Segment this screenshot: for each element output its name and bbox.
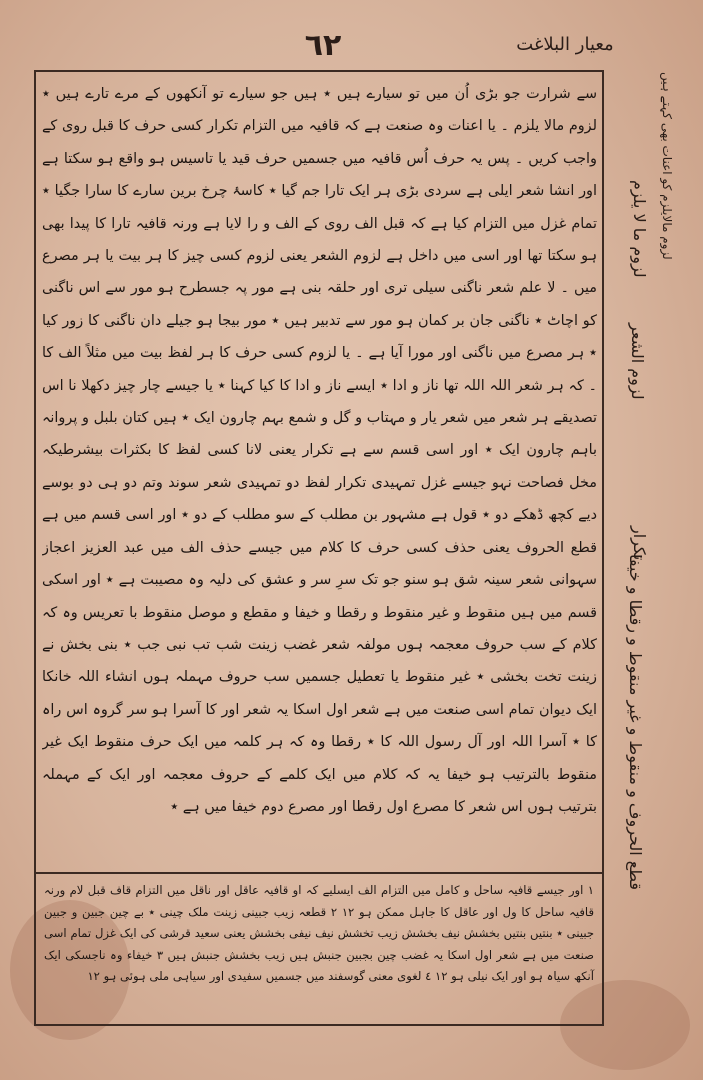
margin-note-lazum: لزوم ما لا یلزم xyxy=(630,180,649,278)
footnotes: ١ اور جیسے قافیہ ساحل و کامل میں التزام الف ایسلیے کہ او قافیہ عاقل اور ناقل میں التزام قاف قبل لام ورنہ قافیہ ساحل کا ول اور عاقل کا جاہل ممکن ہو ١٢ ٢ قطعہ زیب جبینی زینت ملک چینی ٭ بے چین جبین و جبین جبینی ٭ بنتیں بنتیں بخشش نیف بخشش زیب تخشش نیف نیفی بخشش یعنی سعید قرشی کی ایک غزل تمام اسی صنعت میں ہے شعر اول اسکا یہ غضب چین بجبین جنبش ہیں زیب بخشش جنبش ہیں ٣ خیفاء وہ ناجسکی ایک آنکھ سیاہ ہو اور ایک نیلی ہو ١٢ ٤ لغوی معنی گوسفند میں جسمیں سفیدی اور سیاہی ملی ہوئی ہو ١٢ xyxy=(34,874,604,1026)
margin-note-lazum-shir: لزوم الشعر xyxy=(628,323,647,400)
page-header xyxy=(0,28,703,68)
margin-note-takrar: تکرار xyxy=(630,525,649,560)
main-text: سے شرارت جو بڑی اُن میں تو سیارے ہیں ٭ ہیں جو سیارے تو آنکھوں کے مرے تارے ہیں ٭ لزوم مالا یلزم ۔ یا اعنات وہ صنعت ہے کہ قافیہ میں التزام تکرار کسی حرف کا قبل روی کے واجب کریں ۔ پس یہ حرف اُس قافیہ میں جسمیں حرف قید یا تاسیس ہو واقع ہو سکتا ہے اور انشا شعر ایلی ہے سردی بڑی ہر ایک تارا جم گیا ٭ کاسۂ چرخ برین سارے کا سارا جگیا ٭ تمام غزل میں التزام کیا ہے کہ قبل الف روی کے الف و را لایا ہے ورنہ قافیہ تارا کا پیدا بھی ہو سکتا تھا اور اسی میں داخل ہے لزوم الشعر یعنی لزوم کسی چیز کا ہر بیت یا ہر مصرع میں ۔ لا علم شعر ناگنی سیلی تری اور حلقہ بنی ہے مور پہ جسطرح ہو مور سے اس ناگنی کو اچاٹ ٭ ناگنی جان بر کمان ہو مور سے تدبیر ہیں ٭ مور بیجا ہو جیلے دان ناگنی کا زور کیا ٭ ہر مصرع میں ناگنی اور مورا آیا ہے ۔ یا لزوم کسی حرف کا ہر لفظ بیت میں مثلاً الف کا ۔ کہ ہر شعر اللہ اللہ تھا ناز و ادا ٭ ایسے ناز و ادا کا کیا کہنا ٭ یا جیسے چار چیز دکھلا نا اس تصدیقے ہر شعر میں شعر یار و مہتاب و گل و شمع بہم چارون ایک ٭ ہیں کتان بلبل و پروانہ باہم چارون ایک ٭ اور اسی قسم سے ہے تکرار یعنی لانا کسی لفظ کا بکثرات بیشرطیکہ مخل فصاحت نہو جیسے غزل تمہیدی تکرار لفظ دو تمہیدی شعر سوند وتم دو ہی دو بوسے دیے کچھ ڈھکے دو ٭ قول ہے مشہور بن مطلب کے سو مطلب کے دو ٭ اور اسی قسم میں ہے قطع الحروف یعنی حذف کسی حرف کا کلام میں جیسے حذف الف میں عبد العزیز اعجاز سہوانی شعر سینہ شق ہو سنو جو تک سرِ سر و عشق کی دلیہ وہ مصیبت ہے ٭ اور اسکی قسم میں ہیں منقوط و غیر منقوط و رقطا و خیفا و مقطع و موصل منقوط با تعریس وہ کہ کلام کے سب حروف معجمہ ہوں مولفہ شعر غضب زینت شب تب نبی جب ٭ بنی بخش نے زینت تخت بخشی ٭ غیر منقوط یا تعطیل جسمیں سب حروف مہملہ ہوں انشاء اللہ خانکا ایک دیوان تمام اسی صنعت میں ہے شعر اول اسکا یہ شعر اور کا آسرا ہو سر گروہ اس راہ کا ٭ آسرا اللہ اور آل رسول اللہ کا ٭ رقطا وہ کہ ہر کلمہ میں ایک حرف منقوط ایک غیر منقوط بالترتیب ہو خیفا یہ کہ کلام میں ایک کلمے کے حروف معجمہ اور ایک کے مہملہ بترتیب ہوں اس شعر کا مصرع اول رقطا اور مصرع دوم خیفا میں ہے ٭ xyxy=(42,86,597,815)
margin-note-definition: لزوم مالایلزم کو اعنات بھی کہتے ہیں xyxy=(660,72,674,260)
page-number: ٦٢ xyxy=(304,28,342,63)
running-title: معیار البلاغت xyxy=(516,34,614,55)
margin-note-qata-huroof: قطع الحروف و منقوط و غیر منقوط و رقطا و خیفا xyxy=(626,553,645,890)
